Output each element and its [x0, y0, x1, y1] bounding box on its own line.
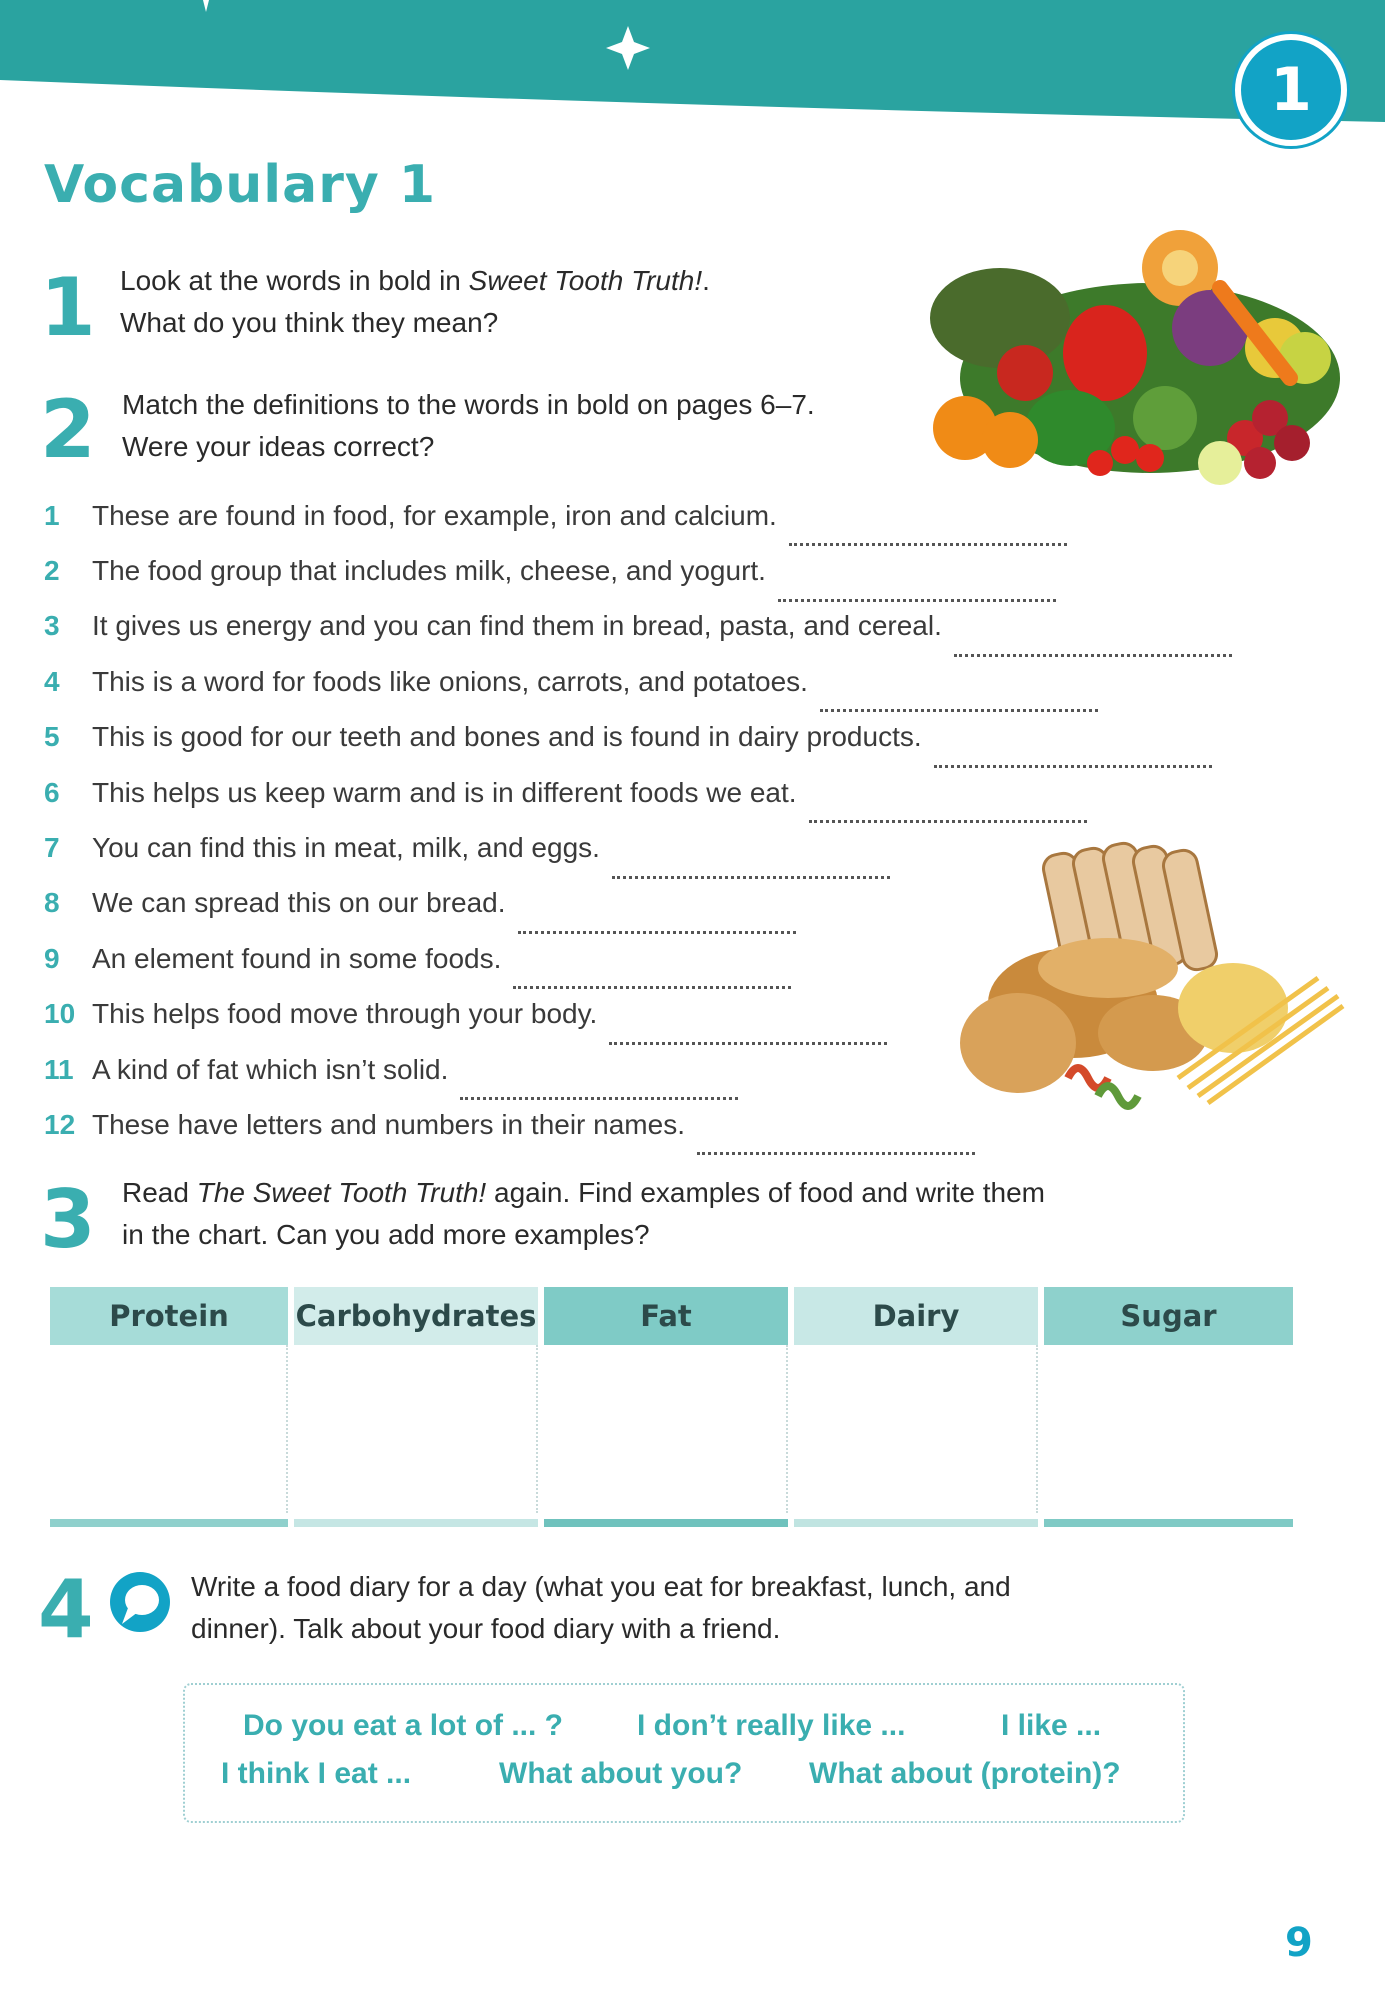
answer-blank[interactable]: [789, 513, 1067, 546]
page-title: Vocabulary 1: [44, 155, 437, 215]
list-item: 12 These have letters and numbers in their names.: [44, 1097, 1232, 1152]
answer-cell[interactable]: [1044, 1345, 1293, 1513]
bread-and-pasta-image: [948, 828, 1358, 1118]
useful-phrases-box: [183, 1683, 1185, 1823]
exercise-4-instructions: Write a food diary for a day (what you eat for breakfast, lunch, and dinner). Talk about your food diary with a friend.: [191, 1571, 1011, 1644]
column-header: Carbohydrates: [294, 1287, 538, 1345]
answer-blank[interactable]: [809, 790, 1087, 823]
answer-blank[interactable]: [954, 624, 1232, 657]
phrase: I like ...: [1001, 1709, 1102, 1742]
unit-badge: 1: [1235, 34, 1347, 146]
answer-blank[interactable]: [460, 1067, 738, 1100]
page-number: 9: [1285, 1920, 1313, 1966]
list-item: 1 These are found in food, for example, iron and calcium.: [44, 488, 1232, 543]
phrase: Do you eat a lot of ... ?: [243, 1709, 564, 1742]
list-item: 11 A kind of fat which isn’t solid.: [44, 1042, 1232, 1097]
column-header: Fat: [544, 1287, 788, 1345]
phrase: I think I eat ...: [221, 1757, 412, 1790]
answer-cell[interactable]: [294, 1345, 538, 1513]
list-item: 10 This helps food move through your body.: [44, 987, 1232, 1042]
column-header: Dairy: [794, 1287, 1038, 1345]
chart-column-dairy: [794, 1287, 1038, 1527]
exercise-2-number: 2: [40, 383, 96, 476]
answer-blank[interactable]: [934, 735, 1212, 768]
vegetables-image: [920, 228, 1340, 488]
list-item: 6 This helps us keep warm and is in different foods we eat.: [44, 765, 1232, 820]
answer-blank[interactable]: [778, 569, 1056, 602]
column-header: Protein: [50, 1287, 288, 1345]
list-item: 8 We can spread this on our bread.: [44, 876, 1232, 931]
list-item: 9 An element found in some foods.: [44, 931, 1232, 986]
column-header: Sugar: [1044, 1287, 1293, 1345]
phrase: What about (protein)?: [809, 1757, 1121, 1790]
exercise-1-number: 1: [40, 261, 96, 354]
exercise-1-instructions: Look at the words in bold in Sweet Tooth Truth!. What do you think they mean?: [120, 265, 710, 338]
list-item: 7 You can find this in meat, milk, and eggs.: [44, 820, 1232, 875]
phrase: What about you?: [499, 1757, 743, 1790]
list-item: 2 The food group that includes milk, cheese, and yogurt.: [44, 543, 1232, 598]
exercise-4-number: 4: [38, 1563, 94, 1656]
list-item: 4 This is a word for foods like onions, carrots, and potatoes.: [44, 654, 1232, 709]
phrase: I don’t really like ...: [637, 1709, 906, 1742]
answer-blank[interactable]: [612, 846, 890, 879]
answer-blank[interactable]: [518, 901, 796, 934]
exercise-3-number: 3: [40, 1173, 96, 1266]
answer-blank[interactable]: [513, 956, 791, 989]
answer-cell[interactable]: [544, 1345, 788, 1513]
speech-bubble-icon: [106, 1568, 174, 1638]
answer-cell[interactable]: [794, 1345, 1038, 1513]
chart-column-sugar: [1044, 1287, 1293, 1527]
list-item: 5 This is good for our teeth and bones and is found in dairy products.: [44, 710, 1232, 765]
answer-blank[interactable]: [820, 679, 1098, 712]
answer-blank[interactable]: [609, 1012, 887, 1045]
food-group-chart: [50, 1287, 1293, 1527]
chart-column-fat: [544, 1287, 788, 1527]
exercise-2-instructions: Match the definitions to the words in bold on pages 6–7. Were your ideas correct?: [122, 389, 815, 462]
chart-column-protein: [50, 1287, 288, 1527]
chart-column-carbohydrates: [294, 1287, 538, 1527]
list-item: 3 It gives us energy and you can find them in bread, pasta, and cereal.: [44, 599, 1232, 654]
exercise-3-instructions: Read The Sweet Tooth Truth! again. Find examples of food and write them in the chart. Can you add more examples?: [122, 1177, 1045, 1250]
answer-blank[interactable]: [697, 1122, 975, 1155]
answer-cell[interactable]: [50, 1345, 288, 1513]
header-banner: [0, 0, 1385, 130]
